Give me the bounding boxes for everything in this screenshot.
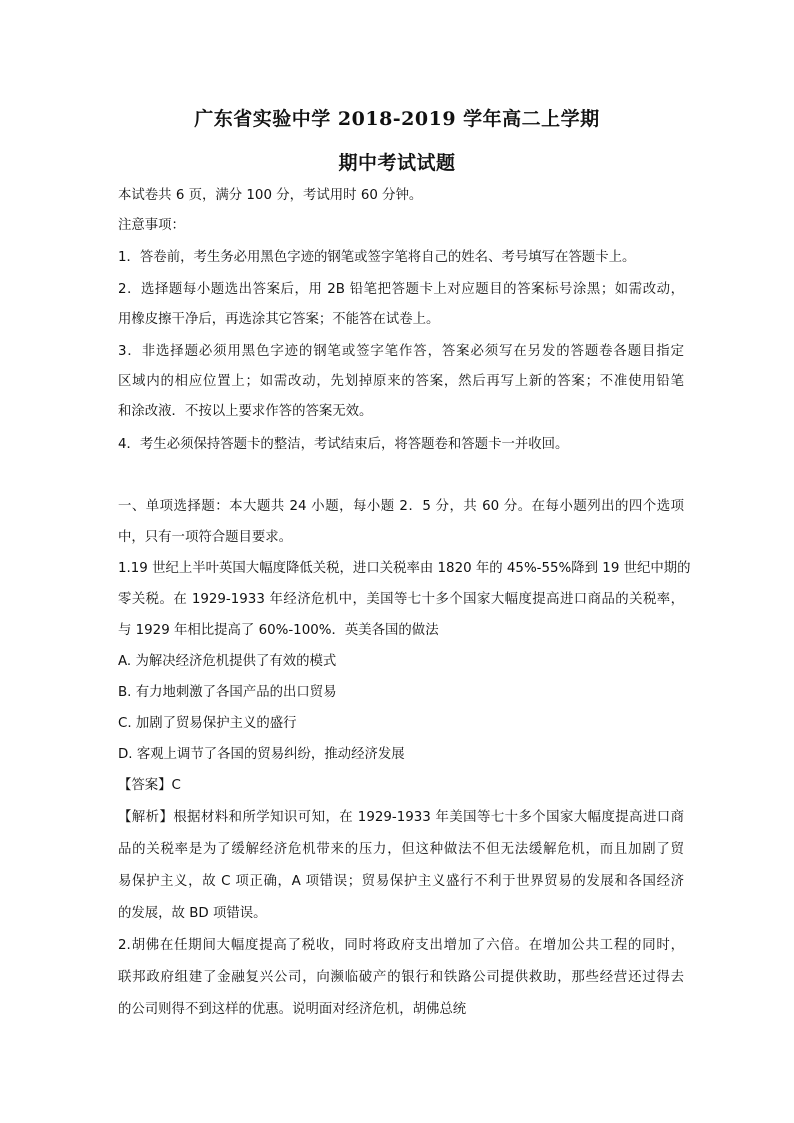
- question-1-line-2: 零关税。在 1929-1933 年经济危机中，美国等七十多个国家大幅度提高进口商品的关税率，: [118, 592, 684, 607]
- page-subtitle: 期中考试试题: [338, 152, 456, 174]
- note-1: 1．答卷前，考生务必用黑色字迹的钢笔或签字笔将自己的姓名、考号填写在答题卡上。: [118, 250, 636, 265]
- question-1-analysis-line-4: 的发展，故 BD 项错误。: [118, 906, 267, 921]
- question-2-line-2: 联邦政府组建了金融复兴公司，向濒临破产的银行和铁路公司提供救助，那些经营还过得去: [118, 970, 684, 985]
- note-2-line-1: 2．选择题每小题选出答案后，用 2B 铅笔把答题卡上对应题目的答案标号涂黑；如需改动，: [118, 282, 684, 297]
- question-1-analysis-line-1: 【解析】根据材料和所学知识可知，在 1929-1933 年美国等七十多个国家大幅度提高进口商: [118, 810, 684, 825]
- notes-heading: 注意事项：: [118, 218, 185, 233]
- note-3-line-3: 和涂改液．不按以上要求作答的答案无效。: [118, 404, 373, 419]
- page-title: 广东省实验中学 2018-2019 学年高二上学期: [194, 108, 600, 130]
- section-1-heading-line-2: 中，只有一项符合题目要求。: [118, 530, 293, 545]
- question-1-line-1: 1.19 世纪上半叶英国大幅度降低关税，进口关税率由 1820 年的 45%-55%降到 19 世纪中期的: [118, 561, 691, 576]
- question-1-option-d: D. 客观上调节了各国的贸易纠纷，推动经济发展: [118, 747, 405, 762]
- question-1-option-b: B. 有力地刺激了各国产品的出口贸易: [118, 685, 337, 700]
- exam-intro: 本试卷共 6 页，满分 100 分，考试用时 60 分钟。: [118, 188, 423, 203]
- question-1-line-3: 与 1929 年相比提高了 60%-100%．英美各国的做法: [118, 623, 439, 638]
- note-4: 4．考生必须保持答题卡的整洁，考试结束后，将答题卷和答题卡一并收回。: [118, 437, 569, 452]
- note-3-line-2: 区域内的相应位置上；如需改动，先划掉原来的答案，然后再写上新的答案；不准使用铅笔: [118, 374, 684, 389]
- question-1-option-c: C. 加剧了贸易保护主义的盛行: [118, 716, 297, 731]
- note-2-line-2: 用橡皮擦干净后，再选涂其它答案；不能答在试卷上。: [118, 312, 440, 327]
- question-1-option-a: A. 为解决经济危机提供了有效的模式: [118, 654, 337, 669]
- section-1-heading-line-1: 一、单项选择题：本大题共 24 小题，每小题 2．5 分，共 60 分。在每小题列出的四个选项: [118, 499, 684, 514]
- question-2-line-3: 的公司则得不到这样的优惠。说明面对经济危机，胡佛总统: [118, 1002, 467, 1017]
- question-1-analysis-line-3: 易保护主义，故 C 项正确，A 项错误；贸易保护主义盛行不利于世界贸易的发展和各国经济: [118, 874, 684, 889]
- question-1-answer: 【答案】C: [118, 778, 181, 793]
- question-2-line-1: 2.胡佛在任期间大幅度提高了税收，同时将政府支出增加了六倍。在增加公共工程的同时，: [118, 938, 684, 953]
- note-3-line-1: 3．非选择题必须用黑色字迹的钢笔或签字笔作答，答案必须写在另发的答题卷各题目指定: [118, 344, 684, 359]
- question-1-analysis-line-2: 品的关税率是为了缓解经济危机带来的压力，但这种做法不但无法缓解危机，而且加剧了贸: [118, 842, 684, 857]
